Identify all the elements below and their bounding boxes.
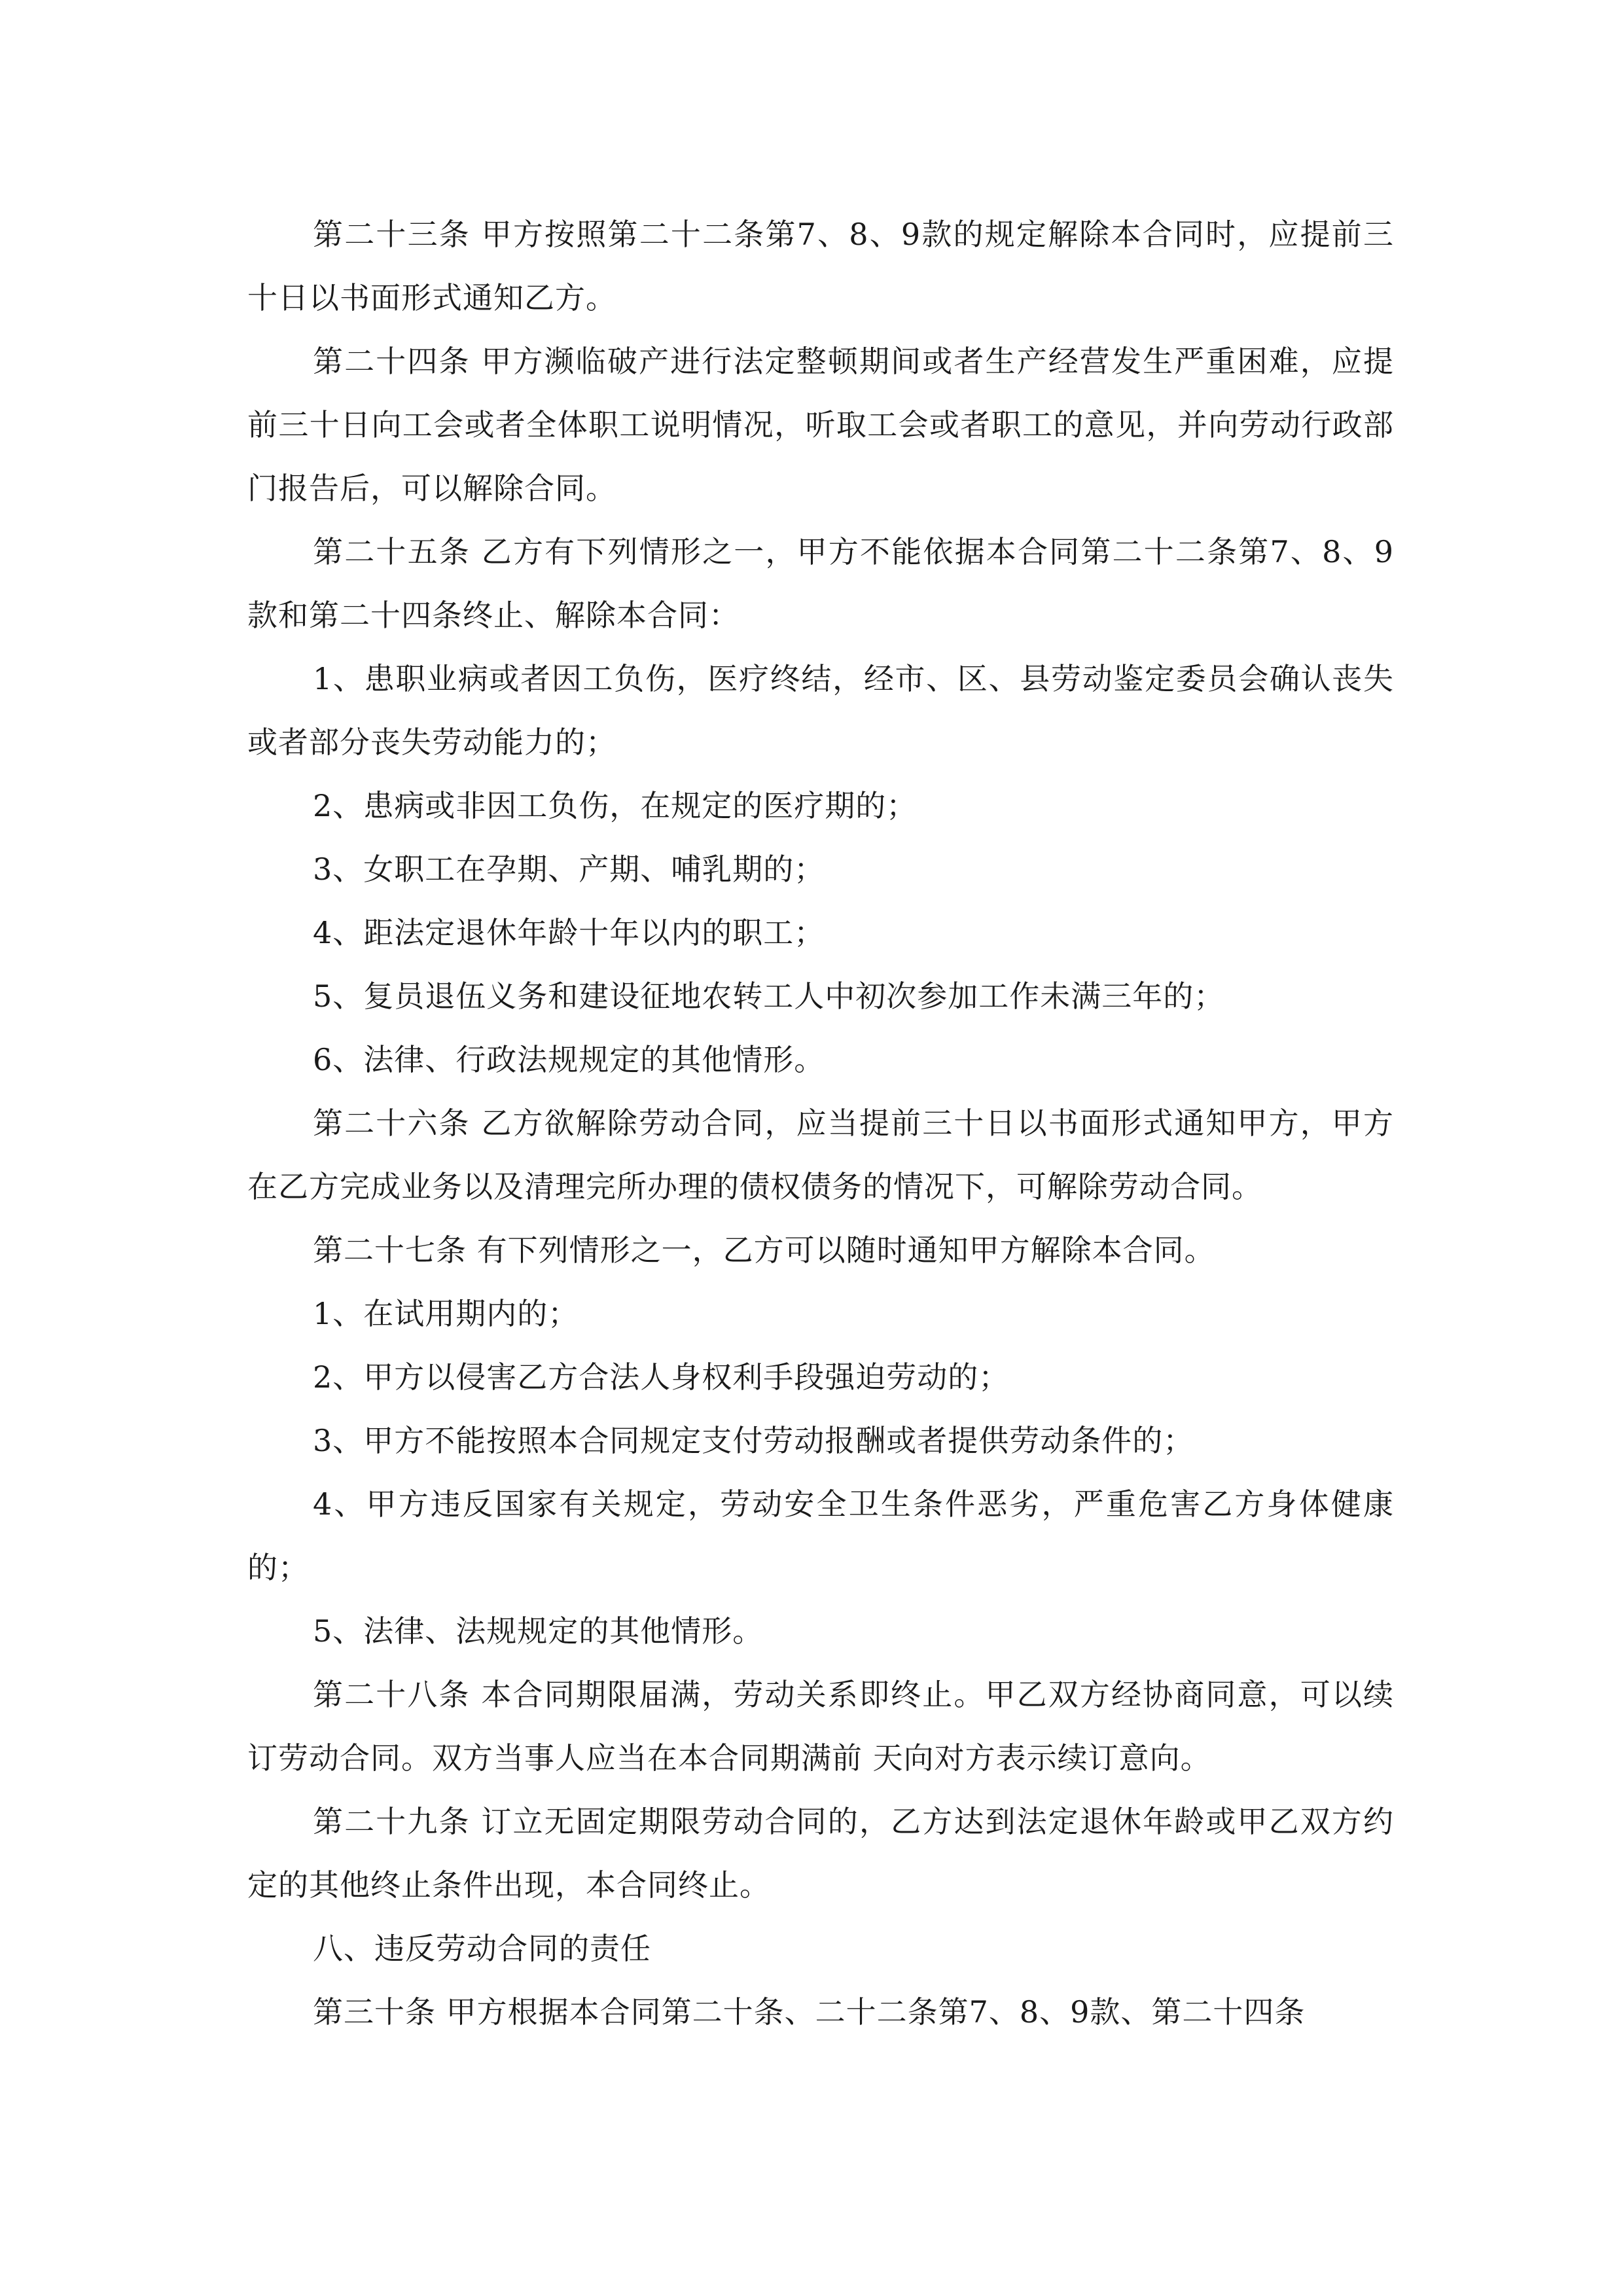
article-26: 第二十六条 乙方欲解除劳动合同，应当提前三十日以书面形式通知甲方，甲方在乙方完成业务以及清理完所办理的债权债务的情况下，可解除劳动合同。 bbox=[247, 1105, 1394, 1204]
list-item: 2、患病或非因工负伤，在规定的医疗期的； bbox=[313, 788, 918, 823]
list-item: 1、患职业病或者因工负伤，医疗终结，经市、区、县劳动鉴定委员会确认丧失或者部分丧失劳动能力的； bbox=[247, 661, 1394, 760]
document-body bbox=[247, 203, 1394, 2044]
article-23: 第二十三条 甲方按照第二十二条第7、8、9款的规定解除本合同时，应提前三十日以书面形式通知乙方。 bbox=[247, 217, 1394, 315]
article-24: 第二十四条 甲方濒临破产进行法定整顿期间或者生产经营发生严重困难，应提前三十日向工会或者全体职工说明情况，听取工会或者职工的意见，并向劳动行政部门报告后，可以解除合同。 bbox=[247, 344, 1394, 506]
list-item: 3、甲方不能按照本合同规定支付劳动报酬或者提供劳动条件的； bbox=[313, 1423, 1194, 1458]
list-item: 2、甲方以侵害乙方合法人身权利手段强迫劳动的； bbox=[313, 1359, 1010, 1395]
list-item: 1、在试用期内的； bbox=[313, 1296, 579, 1331]
article-30: 第三十条 甲方根据本合同第二十条、二十二条第7、8、9款、第二十四条 bbox=[313, 1994, 1306, 2030]
list-item: 5、复员退伍义务和建设征地农转工人中初次参加工作未满三年的； bbox=[313, 978, 1225, 1014]
article-25: 第二十五条 乙方有下列情形之一，甲方不能依据本合同第二十二条第7、8、9款和第二十四条终止、解除本合同： bbox=[247, 534, 1394, 633]
article-27: 第二十七条 有下列情形之一，乙方可以随时通知甲方解除本合同。 bbox=[313, 1232, 1215, 1268]
list-item: 4、距法定退休年龄十年以内的职工； bbox=[313, 915, 825, 950]
section-heading: 八、违反劳动合同的责任 bbox=[313, 1931, 651, 1966]
article-29: 第二十九条 订立无固定期限劳动合同的，乙方达到法定退休年龄或甲乙双方约定的其他终止条件出现，本合同终止。 bbox=[247, 1804, 1394, 1903]
list-item: 3、女职工在孕期、产期、哺乳期的； bbox=[313, 852, 825, 887]
list-item: 6、法律、行政法规规定的其他情形。 bbox=[313, 1042, 825, 1077]
list-item: 4、甲方违反国家有关规定，劳动安全卫生条件恶劣，严重危害乙方身体健康的； bbox=[247, 1486, 1394, 1585]
article-28: 第二十八条 本合同期限届满，劳动关系即终止。甲乙双方经协商同意，可以续订劳动合同。双方当事人应当在本合同期满前 天向对方表示续订意向。 bbox=[247, 1677, 1394, 1776]
list-item: 5、法律、法规规定的其他情形。 bbox=[313, 1613, 764, 1649]
